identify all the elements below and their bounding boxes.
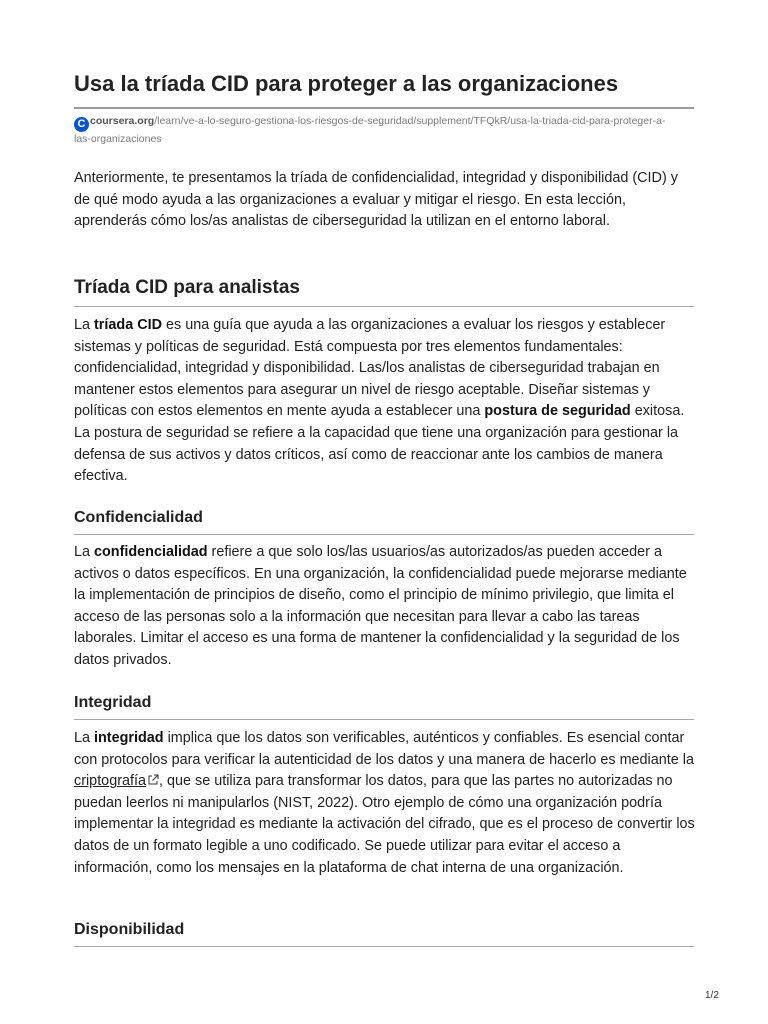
text-run: exitosa. La postura de seguridad se refiere a la capacidad que tiene una organización para gestionar la defensa de sus activos y datos críticos, así como de reaccionar ante los cambios de manera efectiva. — [74, 403, 685, 485]
text-run: , que se utiliza para transformar los datos, para que las partes no autorizadas no puedan leerlos ni manipularlos (NIST, 2022). Otro ejemplo de cómo una organización podría implementar la integridad es mediante la activación del cifrado, que es el proceso de convertir los datos de un formato legible a uno codificado. Se puede utilizar para evitar el acceso a información, como los mensajes en la plataforma de chat interna de una organización. — [74, 773, 695, 876]
section-divider — [74, 306, 694, 307]
title-divider — [74, 107, 694, 109]
external-link-icon — [147, 774, 159, 786]
intro-paragraph: Anteriormente, te presentamos la tríada de confidencialidad, integridad y disponibilidad (CID) y de qué modo ayuda a las organizaciones a evaluar y mitigar el riesgo. En esta lección, aprenderás cómo los/as analistas de ciberseguridad la utilizan en el entorno laboral. — [74, 170, 678, 230]
source-domain: coursera.org — [90, 115, 155, 127]
source-path: /learn/ve-a-lo-seguro-gestiona-los-riesgos-de-seguridad/supplement/TFQkR/usa-la-triada-cid-para-proteger-a-las-organizaciones — [74, 115, 666, 145]
link-label[interactable]: criptografía — [74, 773, 146, 790]
section-divider — [74, 534, 694, 535]
integridad-paragraph — [74, 728, 696, 879]
page-number: 1/2 — [705, 990, 719, 1001]
section-heading-integridad: Integridad — [74, 694, 152, 711]
coursera-logo-icon: C — [74, 117, 89, 132]
section-divider — [74, 946, 694, 947]
criptografia-link[interactable] — [74, 773, 159, 789]
cid-paragraph — [74, 315, 696, 488]
text-run: es una guía que ayuda a las organizaciones a evaluar los riesgos y establecer sistemas y políticas de seguridad. Está compuesta por tres elementos fundamentales: confidencialidad, integridad y disponibilidad. Las/los analistas de ciberseguridad trabajan en mantener estos elementos para asegurar un nivel de riesgo aceptable. Diseñar sistemas y políticas con estos elementos en mente ayuda a establecer una — [74, 317, 666, 420]
text-run: refiere a que solo los/las usuarios/as autorizados/as pueden acceder a activos o datos específicos. En una organización, la confidencialidad puede mejorarse mediante la implementación de principios de diseño, como el principio de mínimo privilegio, que limita el acceso de las personas solo a la información que necesitan para llevar a cabo las tareas laborales. Limitar el acceso es una forma de mantener la confidencialidad y la seguridad de los datos privados. — [74, 544, 687, 668]
text-run: La — [74, 317, 95, 333]
text-run: implica que los datos son verificables, auténticos y confiables. Es esencial contar con protocolos para verificar la autenticidad de los datos y una manera de hacerlo es mediante la — [74, 730, 694, 768]
page-title: Usa la tríada CID para proteger a las organizaciones — [74, 71, 619, 96]
text-run: La — [74, 544, 95, 560]
term-triada-cid: tríada CID — [94, 317, 162, 333]
term-confidencialidad: confidencialidad — [94, 544, 208, 560]
section-heading-confidencialidad: Confidencialidad — [74, 509, 203, 526]
section-heading-disponibilidad: Disponibilidad — [74, 921, 185, 938]
term-postura-seguridad: postura de seguridad — [484, 403, 631, 420]
source-url[interactable] — [74, 114, 674, 147]
confidencialidad-paragraph — [74, 542, 696, 672]
section-heading-cid: Tríada CID para analistas — [74, 277, 300, 298]
text-run: La — [74, 730, 95, 746]
term-integridad: integridad — [94, 730, 164, 746]
section-divider — [74, 719, 694, 720]
